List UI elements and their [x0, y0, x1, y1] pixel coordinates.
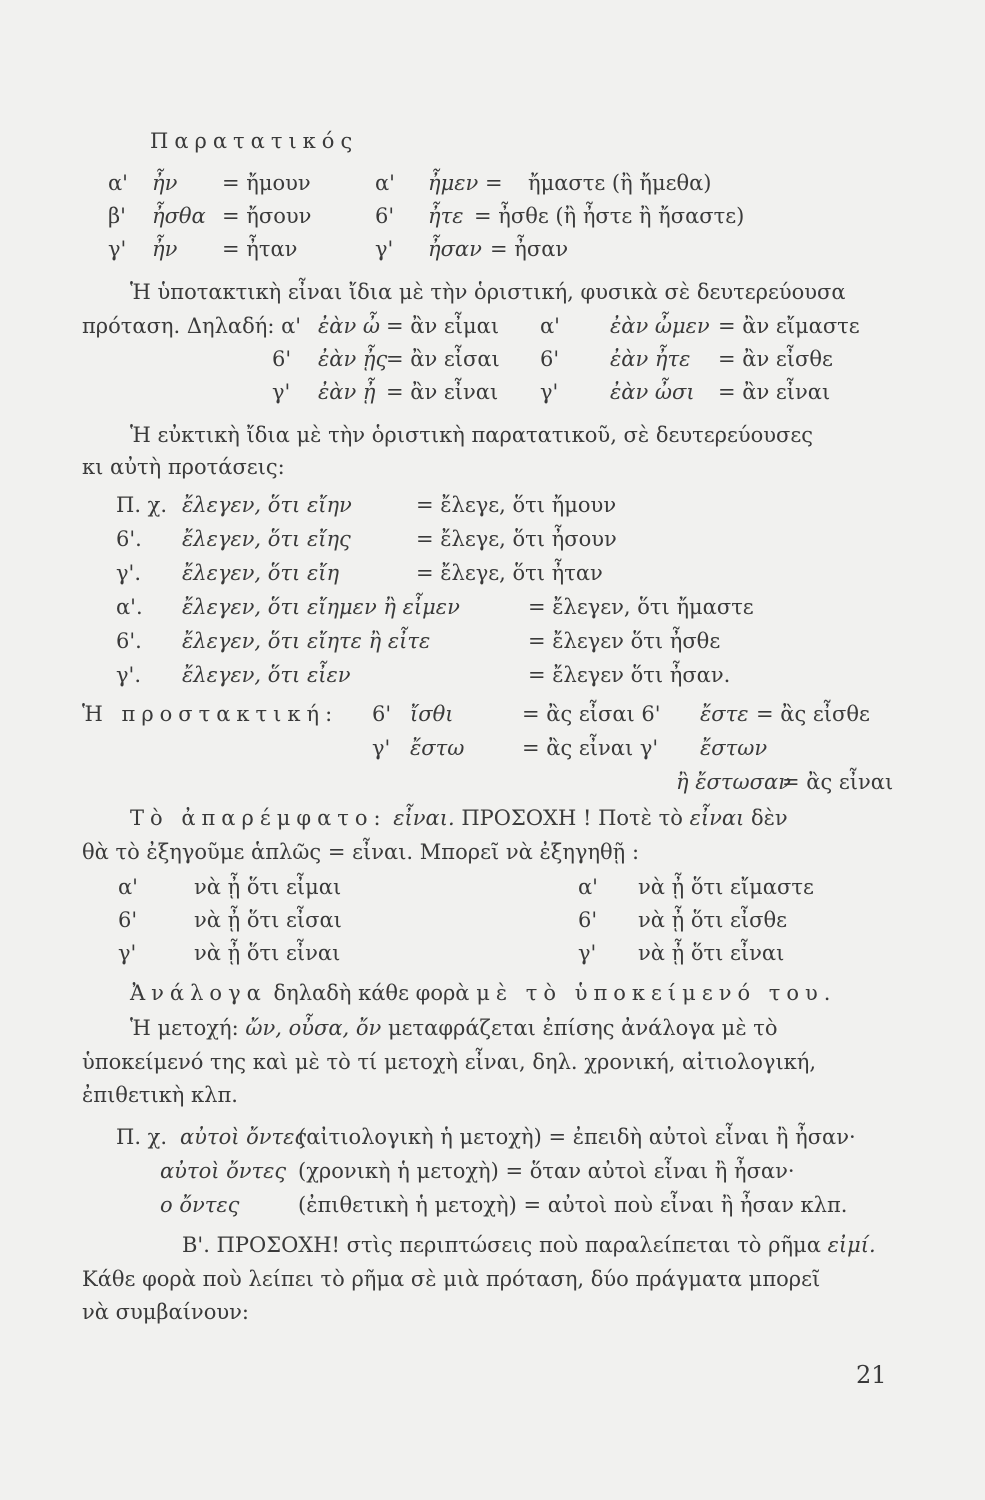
ancient-form: ἐὰν ᾖ	[318, 380, 376, 404]
subjunctive-intro: Ἡ ὑποτακτικὴ εἶναι ἴδια μὲ τὴν ὁριστική, φυσικὰ σὲ δευτερεύουσα	[130, 280, 846, 304]
row-number: α'	[540, 314, 560, 338]
row-number: α'	[375, 171, 395, 195]
ancient-form: ἦν	[152, 171, 178, 195]
note-b-word: εἰμί.	[827, 1233, 876, 1257]
modern-form: = ἦταν	[222, 237, 298, 261]
modern-form: = ἦσθε (ἢ ἦστε ἢ ἤσαστε)	[474, 204, 745, 228]
ancient-form: ἔστω	[410, 736, 465, 760]
modern-form: = ἂν εἶναι	[718, 380, 831, 404]
analoga-end: μὲ τὸ ὑποκείμενό του.	[476, 981, 837, 1005]
explanation: νὰ ᾖ ὅτι εἶναι	[638, 941, 785, 965]
ancient-form: ἔλεγεν, ὅτι εἴην	[182, 493, 352, 517]
row-number: γ'	[372, 736, 391, 760]
modern-form: = ἔλεγεν, ὅτι ἤμαστε	[528, 595, 754, 619]
ancient-form: ἦτε	[428, 204, 464, 228]
page-number: 21	[856, 1361, 887, 1389]
infinitive-tail: δὲν	[750, 806, 788, 830]
modern-form: = ἂς εἶναι γ'	[522, 736, 659, 760]
ancient-form: ἔλεγεν, ὅτι εἴημεν ἢ εἶμεν	[182, 595, 460, 619]
row-number: 6'	[118, 908, 138, 932]
modern-form: = ἂν εἶναι	[386, 380, 499, 404]
analoga-word: Ἀνάλογα	[130, 981, 267, 1005]
explanation: νὰ ᾖ ὅτι εἴμαστε	[638, 875, 814, 899]
participle-line-1	[130, 1015, 778, 1041]
explanation: (χρονικὴ ἡ μετοχὴ) = ὅταν αὐτοὶ εἶναι ἢ ἦσαν·	[298, 1159, 795, 1183]
row-number: 6'	[372, 702, 392, 726]
modern-form: = ἔλεγε, ὅτι ἤμουν	[416, 493, 617, 517]
row-number: Π. χ.	[116, 493, 168, 517]
modern-form: = ἔλεγεν ὅτι ἦσθε	[528, 629, 721, 653]
ancient-form: ἐὰν ὦ	[318, 314, 381, 338]
ancient-form: ἔστων	[700, 736, 768, 760]
row-number: γ'	[108, 237, 127, 261]
row-number: γ'	[272, 380, 291, 404]
row-number: γ'	[578, 941, 597, 965]
ancient-form: ἐὰν ᾖς	[318, 347, 388, 371]
note-b-text: στὶς περιπτώσεις ποὺ παραλείπεται τὸ ρῆμα	[346, 1233, 821, 1257]
modern-form: = ἔλεγε, ὅτι ἦταν	[416, 561, 603, 585]
optative-intro-cont: κι αὐτὴ προτάσεις:	[82, 455, 285, 479]
row-number: γ'	[375, 237, 394, 261]
ancient-form: ἦμεν =	[428, 171, 503, 195]
ancient-form: αὐτοὶ ὄντες	[180, 1125, 307, 1149]
participle-line-3: ἐπιθετικὴ κλπ.	[82, 1083, 238, 1107]
row-number: α'.	[116, 595, 143, 619]
modern-form: = ἤσουν	[222, 204, 312, 228]
participle-label: Ἡ μετοχή:	[130, 1016, 239, 1040]
ancient-form: ἔλεγεν, ὅτι εἴη	[182, 561, 340, 585]
modern-form: = ἂν εἶσαι	[386, 347, 500, 371]
analoga-line	[130, 980, 836, 1006]
modern-form: = ἂς εἶναι	[782, 770, 894, 794]
participle-text: μεταφράζεται ἐπίσης ἀνάλογα μὲ τὸ	[388, 1016, 778, 1040]
explanation: νὰ ᾖ ὅτι εἶσθε	[638, 908, 788, 932]
ancient-form: ἦσθα	[152, 204, 206, 228]
modern-form: = ἂς εἶσθε	[756, 702, 870, 726]
subjunctive-lead: πρόταση. Δηλαδή: α'	[82, 314, 302, 338]
infinitive-warning: ΠΡΟΣΟΧΗ ! Ποτὲ τὸ	[461, 806, 683, 830]
note-b-label: Β'. ΠΡΟΣΟΧΗ!	[182, 1233, 340, 1257]
row-number: 6'	[375, 204, 395, 228]
row-number: Π. χ.	[116, 1125, 168, 1149]
participle-forms: ὤν, οὖσα, ὄν	[245, 1016, 382, 1040]
imperative-label: Ἡ προστακτική:	[82, 702, 339, 726]
row-number: γ'.	[116, 663, 141, 687]
ancient-form: ἦν	[152, 237, 178, 261]
participle-line-2: ὑποκείμενό της καὶ μὲ τὸ τί μετοχὴ εἶναι, δηλ. χρονική, αἰτιολογική,	[82, 1050, 817, 1074]
explanation: (αἰτιολογικὴ ἡ μετοχὴ) = ἐπειδὴ αὐτοὶ εἶναι ἢ ἦσαν·	[298, 1125, 856, 1149]
optative-intro: Ἡ εὐκτικὴ ἴδια μὲ τὴν ὁριστικὴ παρατατικοῦ, σὲ δευτερεύουσες	[130, 423, 813, 447]
infinitive-word: εἶναι.	[393, 806, 455, 830]
infinitive-label: Τὸ ἀπαρέμφατο:	[130, 806, 387, 830]
modern-form: = ἔλεγε, ὅτι ἦσουν	[416, 527, 617, 551]
row-number: α'	[578, 875, 598, 899]
explanation: (ἐπιθετικὴ ἡ μετοχὴ) = αὐτοὶ ποὺ εἶναι ἢ ἦσαν κλπ.	[298, 1193, 848, 1217]
ancient-form: ἔλεγεν, ὅτι εἴητε ἢ εἶτε	[182, 629, 431, 653]
row-number: γ'.	[116, 561, 141, 585]
row-number: 6'	[540, 347, 560, 371]
row-number: β'	[108, 204, 126, 228]
note-b-line-3: νὰ συμβαίνουν:	[82, 1300, 249, 1324]
row-number: 6'	[578, 908, 598, 932]
modern-form: = ἂν εἶμαι	[386, 314, 500, 338]
row-number: γ'	[118, 941, 137, 965]
ancient-form: ἔλεγεν, ὅτι εἶεν	[182, 663, 351, 687]
explanation: νὰ ᾖ ὅτι εἶναι	[194, 941, 341, 965]
section-title: Παρατατικός	[150, 129, 359, 153]
modern-form: = ἦσαν	[490, 237, 569, 261]
ancient-form: ἐὰν ἦτε	[610, 347, 691, 371]
ancient-form: ο ὄντες	[160, 1193, 240, 1217]
ancient-form: ἦσαν	[428, 237, 482, 261]
row-number: α'	[108, 171, 128, 195]
analoga-text: δηλαδὴ κάθε φορὰ	[273, 981, 470, 1005]
row-number: 6'	[272, 347, 292, 371]
explanation: νὰ ᾖ ὅτι εἶσαι	[194, 908, 342, 932]
explanation: νὰ ᾖ ὅτι εἶμαι	[194, 875, 342, 899]
row-number: 6'.	[116, 527, 142, 551]
ancient-form: ἔστε	[700, 702, 749, 726]
modern-form: = ἂς εἶσαι 6'	[522, 702, 661, 726]
row-number: γ'	[540, 380, 559, 404]
ancient-form: ἴσθι	[410, 702, 454, 726]
row-number: 6'.	[116, 629, 142, 653]
modern-form: = ἤμουν	[222, 171, 311, 195]
modern-form: = ἂν εἴμαστε	[718, 314, 860, 338]
modern-form: = ἂν εἶσθε	[718, 347, 833, 371]
infinitive-word: εἶναι	[689, 806, 745, 830]
infinitive-line-2: θὰ τὸ ἐξηγοῦμε ἁπλῶς = εἶναι. Μπορεῖ νὰ ἐξηγηθῇ :	[82, 840, 640, 864]
ancient-form: ἐὰν ὦμεν	[610, 314, 710, 338]
ancient-form: ἢ ἔστωσαν	[676, 770, 791, 794]
ancient-form: αὐτοὶ ὄντες	[160, 1159, 287, 1183]
ancient-form: ἔλεγεν, ὅτι εἴης	[182, 527, 351, 551]
ancient-form: ἐὰν ὦσι	[610, 380, 695, 404]
modern-form: ἤμαστε (ἢ ἤμεθα)	[528, 171, 712, 195]
infinitive-line	[130, 805, 788, 831]
row-number: α'	[118, 875, 138, 899]
note-b-line-2: Κάθε φορὰ ποὺ λείπει τὸ ρῆμα σὲ μιὰ πρόταση, δύο πράγματα μπορεῖ	[82, 1267, 821, 1291]
note-b-line	[182, 1232, 876, 1258]
modern-form: = ἔλεγεν ὅτι ἦσαν.	[528, 663, 731, 687]
